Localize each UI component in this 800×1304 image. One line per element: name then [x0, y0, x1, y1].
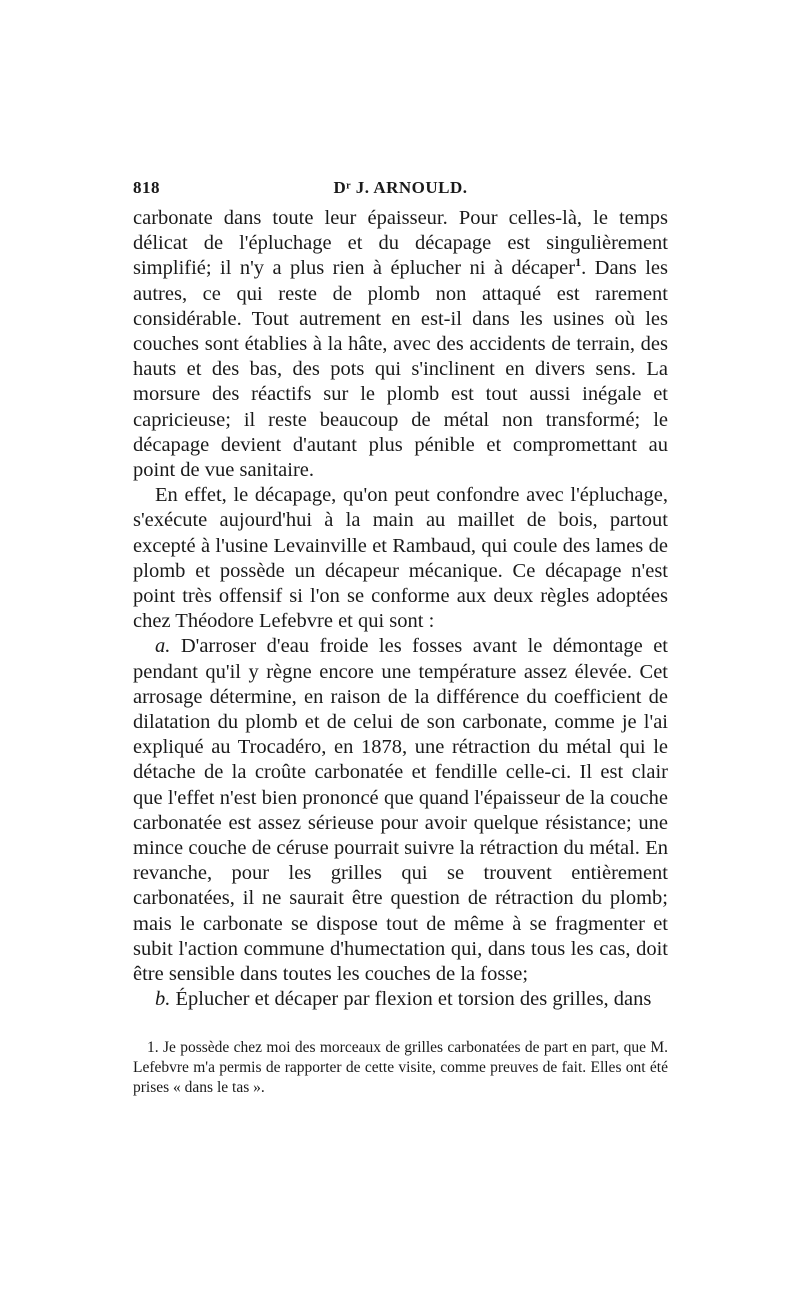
list-item-text: Éplucher et décaper par flexion et torsion des grilles, dans — [170, 988, 652, 1011]
paragraph-text: En effet, le décapage, qu'on peut confondre avec l'épluchage, s'exécute aujourd'hui à la main au maillet de bois, partout excepté à l'usine Levainville et Rambaud, qui coule des lames de plomb et possède un décapeur mécanique. Ce décapage n'est point très offensif si l'on se conforme aux deux règles adoptées chez Théodore Lefebvre et qui sont : — [133, 484, 668, 633]
list-item-text: D'arroser d'eau froide les fosses avant le démontage et pendant qu'il y règne encore une température assez élevée. Cet arrosage détermine, en raison de la différence du coefficient de dilatation du plomb et de celui de son carbonate, comme je l'ai expliqué au Trocadéro, en 1878, une rétraction du métal qui le détache de la croûte carbonatée et fendille celle-ci. Il est clair que l'effet n'est bien prononcé que quand l'épaisseur de la couche carbonatée est assez sérieuse pour avoir quelque résistance; une mince couche de céruse pourrait suivre la rétraction du métal. En revanche, pour les grilles qui se trouvent entièrement carbonatées, il ne saurait être question de rétraction du plomb; mais le carbonate se dispose tout de même à se fragmenter et subit l'action commune d'humectation qui, dans tous les cas, doit être sensible dans toutes les couches de la fosse; — [133, 635, 668, 986]
running-head — [133, 178, 668, 202]
body-text — [133, 206, 668, 1013]
paragraph-text: . Dans les autres, ce qui reste de plomb non attaqué est rarement considérable. Tout autrement en est-il dans les usines où les couches sont établies à la hâte, avec des accidents de terrain, des hauts et des bas, des pots qui s'inclinent en divers sens. La morsure des réactifs sur le plomb est tout aussi inégale et capricieuse; il reste beaucoup de métal non transformé; le décapage devient d'autant plus pénible et compromettant au point de vue sanitaire. — [133, 257, 668, 482]
list-item-b — [133, 987, 668, 1012]
page-number: 818 — [133, 178, 160, 197]
paragraph-continued — [133, 206, 668, 483]
paragraph-text: carbonate dans toute leur épaisseur. Pour celles-là, le temps délicat de l'épluchage et du décapage est singulièrement simplifié; il n'y a plus rien à éplucher ni à décaper — [133, 207, 668, 280]
book-page — [133, 178, 668, 1098]
paragraph — [133, 483, 668, 634]
footnote-reference[interactable]: 1 — [575, 255, 582, 270]
list-item-a — [133, 634, 668, 987]
list-marker: a. — [155, 635, 171, 658]
list-marker: b. — [155, 988, 171, 1011]
running-head-author: Dʳ J. ARNOULD. — [333, 178, 468, 197]
footnotes — [133, 1038, 668, 1098]
footnote: 1. Je possède chez moi des morceaux de grilles carbonatées de part en part, que M. Lefebvre m'a permis de rapporter de cette visite, comme preuves de fait. Elles ont été prises « dans le tas ». — [133, 1038, 668, 1096]
